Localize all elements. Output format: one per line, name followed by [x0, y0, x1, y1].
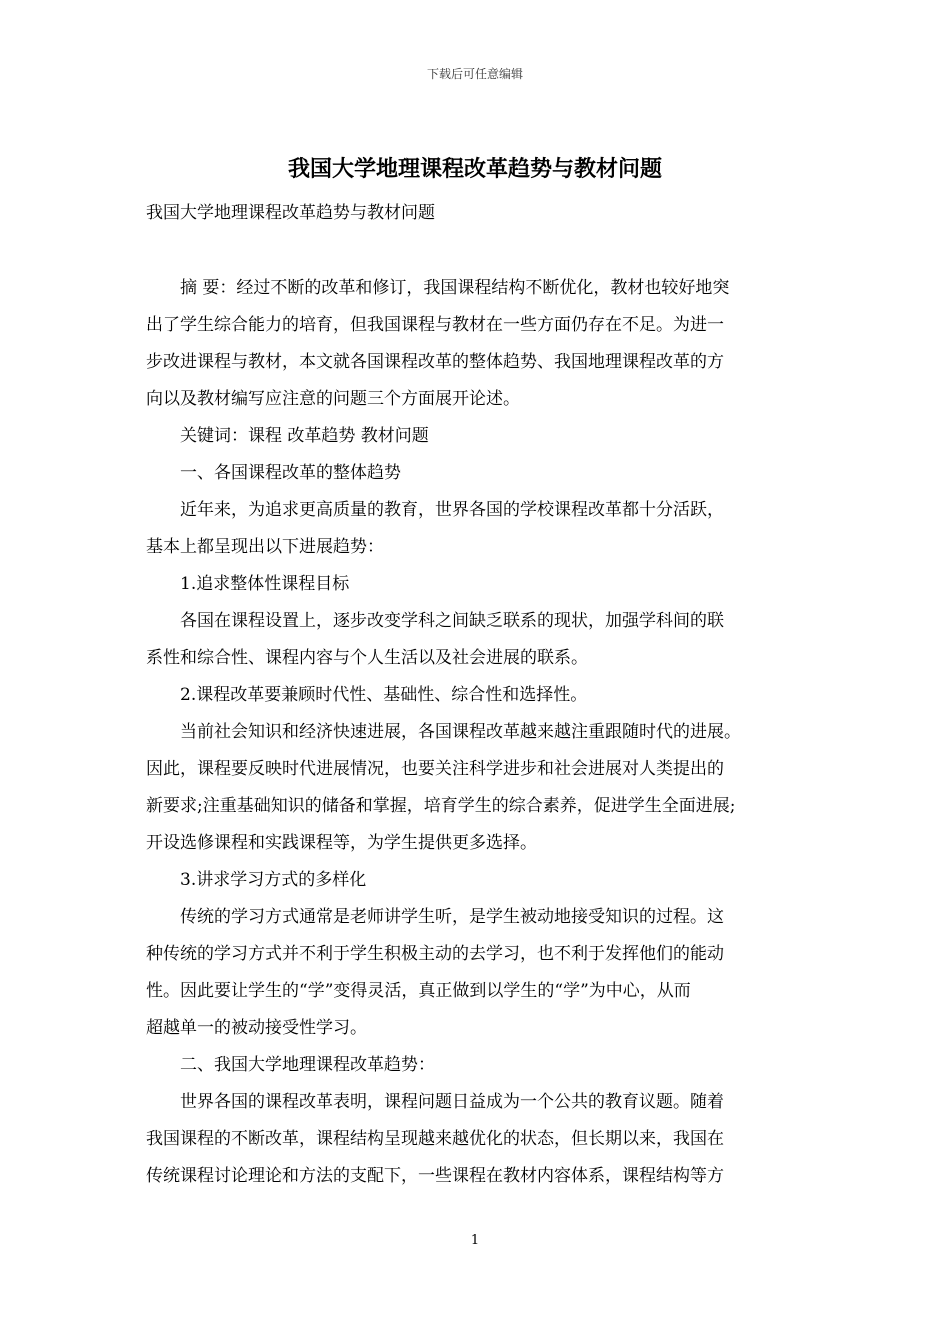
paragraph-line: 种传统的学习方式并不利于学生积极主动的去学习，也不利于发挥他们的能动	[146, 944, 724, 964]
keywords-line: 关键词：课程 改革趋势 教材问题	[180, 426, 429, 446]
paragraph-line: 我国课程的不断改革，课程结构呈现越来越优化的状态，但长期以来，我国在	[146, 1129, 724, 1149]
document-subtitle: 我国大学地理课程改革趋势与教材问题	[146, 203, 435, 223]
abstract-line: 出了学生综合能力的培育，但我国课程与教材在一些方面仍存在不足。为进一	[146, 315, 724, 335]
abstract-line: 向以及教材编写应注意的问题三个方面展开论述。	[146, 389, 520, 409]
paragraph-line: 世界各国的课程改革表明，课程问题日益成为一个公共的教育议题。随着	[180, 1092, 724, 1112]
paragraph-line: 传统课程讨论理论和方法的支配下，一些课程在教材内容体系，课程结构等方	[146, 1166, 724, 1186]
paragraph-line: 新要求;注重基础知识的储备和掌握，培育学生的综合素养，促进学生全面进展;	[146, 796, 736, 816]
section-heading: 二、我国大学地理课程改革趋势：	[180, 1055, 435, 1075]
paragraph-line: 超越单一的被动接受性学习。	[146, 1018, 367, 1038]
paragraph-line: 各国在课程设置上，逐步改变学科之间缺乏联系的现状，加强学科间的联	[180, 611, 724, 631]
document-title: 我国大学地理课程改革趋势与教材问题	[287, 157, 662, 182]
page-number: 1	[470, 1233, 480, 1248]
paragraph-line: 近年来，为追求更高质量的教育，世界各国的学校课程改革都十分活跃，	[180, 500, 724, 520]
paragraph-line: 因此，课程要反映时代进展情况，也要关注科学进步和社会进展对人类提出的	[146, 759, 724, 779]
subsection-heading: 3.讲求学习方式的多样化	[180, 870, 367, 890]
page-header-note: 下载后可任意编辑	[426, 67, 523, 81]
subsection-heading: 1.追求整体性课程目标	[180, 574, 350, 594]
paragraph-line: 系性和综合性、课程内容与个人生活以及社会进展的联系。	[146, 648, 588, 668]
subsection-heading: 2.课程改革要兼顾时代性、基础性、综合性和选择性。	[180, 685, 588, 705]
section-heading: 一、各国课程改革的整体趋势	[180, 463, 401, 483]
document-body	[146, 270, 814, 1195]
paragraph-line: 开设选修课程和实践课程等，为学生提供更多选择。	[146, 833, 537, 853]
abstract-line: 步改进课程与教材，本文就各国课程改革的整体趋势、我国地理课程改革的方	[146, 352, 724, 372]
paragraph-line: 当前社会知识和经济快速进展，各国课程改革越来越注重跟随时代的进展。	[180, 722, 741, 742]
paragraph-line: 基本上都呈现出以下进展趋势：	[146, 537, 384, 557]
abstract-line: 摘 要：经过不断的改革和修订，我国课程结构不断优化，教材也较好地突	[180, 278, 730, 298]
paragraph-line: 性。因此要让学生的“学”变得灵活，真正做到以学生的“学”为中心，从而	[146, 981, 691, 1001]
paragraph-line: 传统的学习方式通常是老师讲学生听，是学生被动地接受知识的过程。这	[180, 907, 724, 927]
